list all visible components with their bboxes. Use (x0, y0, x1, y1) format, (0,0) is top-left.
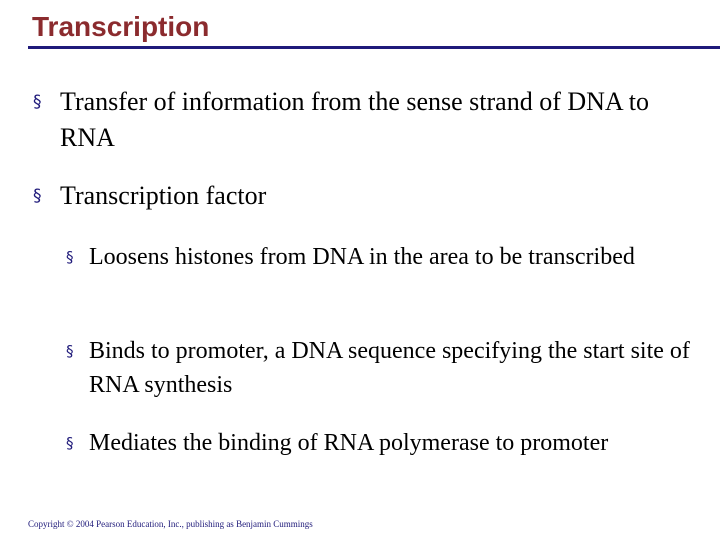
square-bullet-icon: § (33, 92, 42, 112)
square-bullet-icon: § (66, 342, 74, 360)
sub-bullet-binds-to-promoter (66, 334, 706, 402)
copyright-footer: Copyright © 2004 Pearson Education, Inc., publishing as Benjamin Cummings (28, 519, 313, 529)
sub-bullet-mediates-binding (66, 426, 706, 460)
square-bullet-icon: § (66, 248, 74, 266)
bullet-transfer-of-information (33, 84, 693, 156)
bullet-text: Transfer of information from the sense strand of DNA to RNA (60, 87, 649, 152)
bullet-transcription-factor (33, 178, 693, 214)
square-bullet-icon: § (66, 434, 74, 452)
square-bullet-icon: § (33, 186, 42, 206)
bullet-text: Mediates the binding of RNA polymerase to promoter (89, 430, 609, 456)
bullet-text: Transcription factor (60, 181, 267, 210)
bullet-text: Loosens histones from DNA in the area to be transcribed (89, 244, 635, 270)
sub-bullet-loosens-histones (66, 240, 706, 274)
bullet-text: Binds to promoter, a DNA sequence specifying the start site of RNA synthesis (89, 338, 690, 398)
slide-title: Transcription (32, 11, 210, 42)
